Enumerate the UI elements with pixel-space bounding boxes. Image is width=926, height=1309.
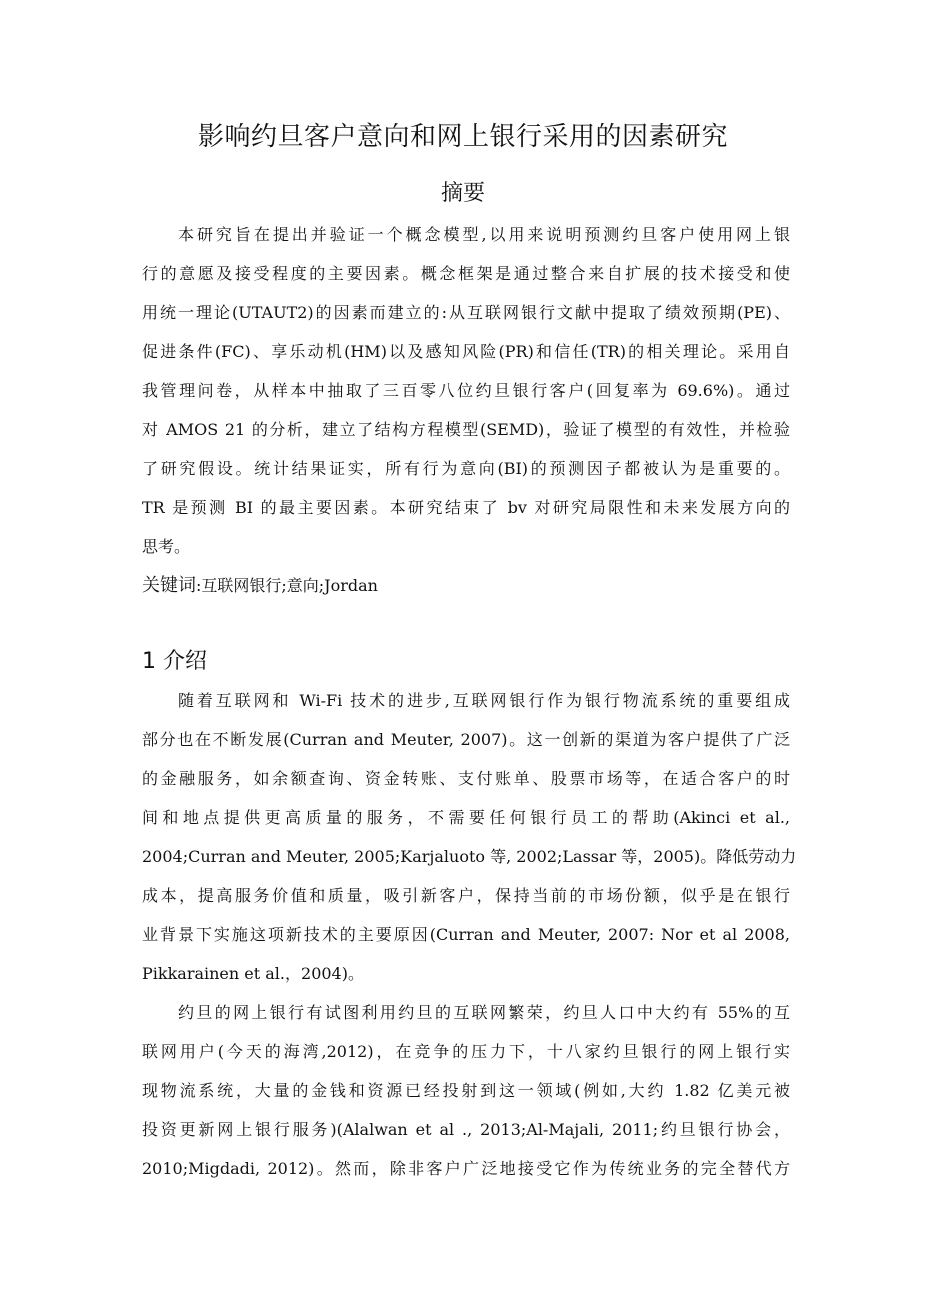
abstract-line: 思考。 [142, 537, 191, 556]
abstract-line: 本研究旨在提出并验证一个概念模型,以用来说明预测约旦客户使用网上银 [178, 225, 790, 244]
abstract-line: 促进条件(FC)、享乐动机(HM)以及感知风险(PR)和信任(TR)的相关理论。采用自 [142, 342, 790, 361]
abstract-line: 了研究假设。统计结果证实，所有行为意向(BI)的预测因子都被认为是重要的。 [142, 459, 790, 478]
intro-line: 2004;Curran and Meuter, 2005;Karjaluoto 等, 2002;Lassar 等，2005)。降低劳动力 [142, 847, 797, 866]
abstract-line: 用统一理论(UTAUT2)的因素而建立的:从互联网银行文献中提取了绩效预期(PE)、 [142, 303, 790, 322]
intro-line: Pikkarainen et al.，2004)。 [142, 964, 364, 983]
intro-line: 的金融服务，如余额查询、资金转账、支付账单、股票市场等，在适合客户的时 [142, 769, 790, 788]
intro-line: 联网用户(今天的海湾,2012)，在竞争的压力下，十八家约旦银行的网上银行实 [142, 1042, 790, 1061]
intro-line: 间和地点提供更高质量的服务，不需要任何银行员工的帮助(Akinci et al., [142, 808, 790, 827]
intro-line: 业背景下实施这项新技术的主要原因(Curran and Meuter, 2007: Nor et al 2008, [142, 925, 790, 944]
intro-line: 投资更新网上银行服务)(Alalwan et al ., 2013;Al-Majali, 2011;约旦银行协会， [142, 1120, 790, 1139]
intro-line: 成本，提高服务价值和质量，吸引新客户，保持当前的市场份额，似乎是在银行 [142, 886, 790, 905]
intro-paragraph-1 [142, 681, 797, 993]
keywords [142, 566, 378, 605]
intro-line: 随着互联网和 Wi-Fi 技术的进步,互联网银行作为银行物流系统的重要组成 [178, 691, 790, 710]
intro-line: 部分也在不断发展(Curran and Meuter, 2007)。这一创新的渠道为客户提供了广泛 [142, 730, 790, 749]
abstract-paragraph [142, 215, 790, 566]
intro-line: 约旦的网上银行有试图利用约旦的互联网繁荣，约旦人口中大约有 55%的互 [178, 1003, 790, 1022]
abstract-heading: 摘要 [440, 181, 485, 206]
paper-title: 影响约旦客户意向和网上银行采用的因素研究 [197, 122, 728, 152]
intro-line: 2010;Migdadi, 2012)。然而，除非客户广泛地接受它作为传统业务的完全替代方 [142, 1159, 790, 1178]
intro-line: 现物流系统，大量的金钱和资源已经投射到这一领域(例如,大约 1.82 亿美元被 [142, 1081, 790, 1100]
section-heading: 1 介绍 [142, 649, 207, 674]
keywords-label: 关键词 [142, 575, 196, 596]
keywords-text: :互联网银行;意向;Jordan [196, 576, 378, 595]
abstract-line: 行的意愿及接受程度的主要因素。概念框架是通过整合来自扩展的技术接受和使 [142, 264, 790, 283]
abstract-line: TR 是预测 BI 的最主要因素。本研究结束了 bv 对研究局限性和未来发展方向的 [142, 498, 790, 517]
abstract-line: 我管理问卷，从样本中抽取了三百零八位约旦银行客户(回复率为 69.6%)。通过 [142, 381, 790, 400]
intro-paragraph-2 [142, 993, 790, 1188]
abstract-line: 对 AMOS 21 的分析，建立了结构方程模型(SEMD)，验证了模型的有效性，并检验 [142, 420, 790, 439]
